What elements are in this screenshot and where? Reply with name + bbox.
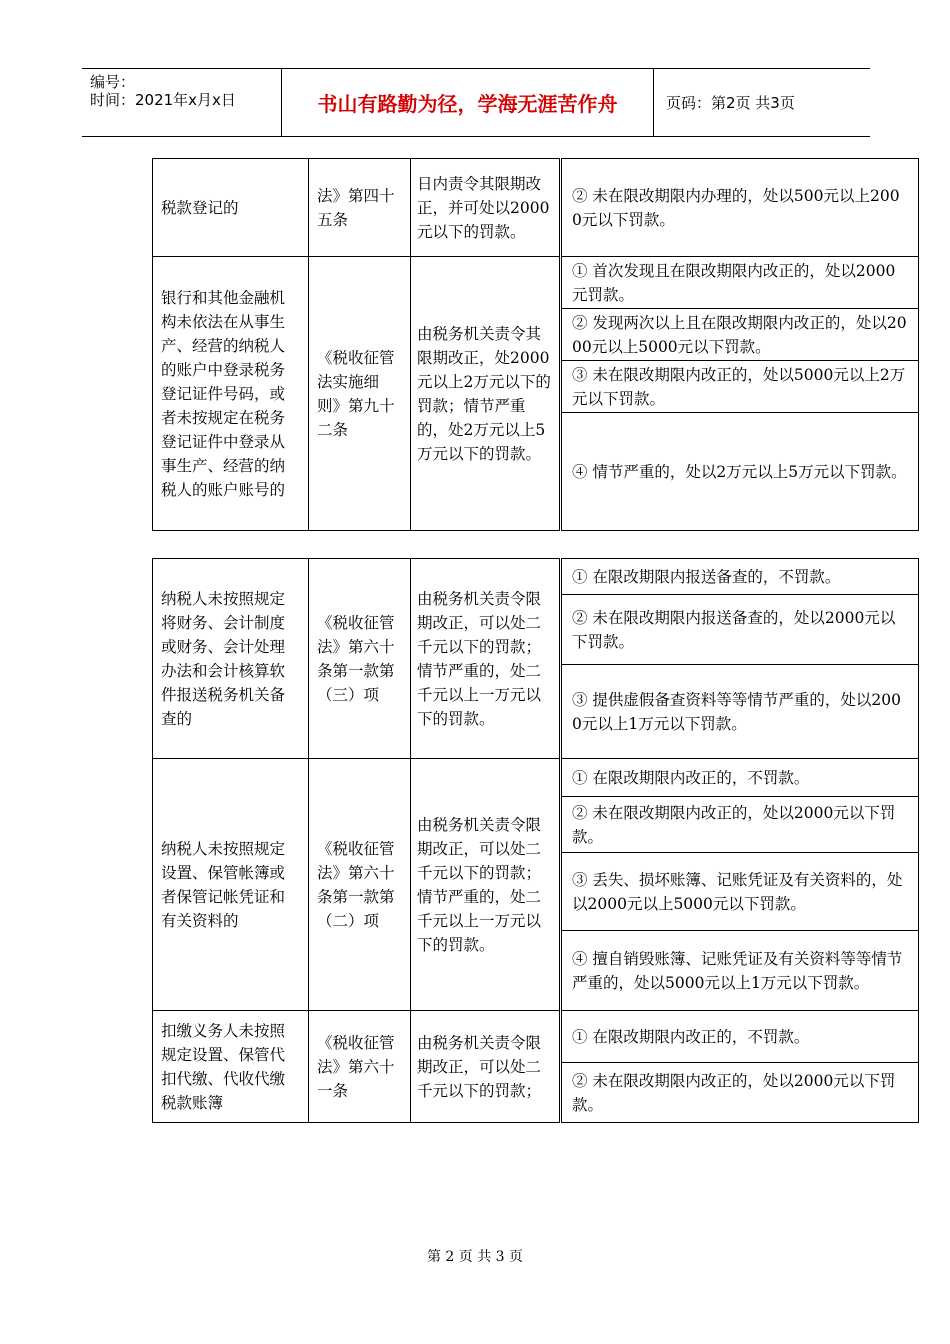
law-cell: 《税收征管法》第六十一条 (309, 1011, 411, 1123)
table-row (153, 159, 919, 257)
penalty-cell: ③ 提供虚假备查资料等等情节严重的，处以2000元以上1万元以下罚款。 (561, 665, 919, 759)
penalty-cell: ① 在限改期限内报送备查的，不罚款。 (561, 559, 919, 595)
violation-cell: 税款登记的 (153, 159, 309, 257)
penalty-cell: ④ 情节严重的，处以2万元以上5万元以下罚款。 (561, 413, 919, 531)
law-cell: 《税收征管法实施细则》第九十二条 (309, 257, 411, 531)
penalty-cell: ② 未在限改期限内办理的，处以500元以上2000元以下罚款。 (561, 159, 919, 257)
violation-cell: 扣缴义务人未按照规定设置、保管代扣代缴、代收代缴税款账簿 (153, 1011, 309, 1123)
violation-cell: 纳税人未按照规定将财务、会计制度或财务、会计处理办法和会计核算软件报送税务机关备查的 (153, 559, 309, 759)
page-header (82, 68, 870, 137)
law-cell: 《税收征管法》第六十条第一款第（三）项 (309, 559, 411, 759)
violation-cell: 纳税人未按照规定设置、保管帐簿或者保管记帐凭证和有关资料的 (153, 759, 309, 1011)
page-footer: 第 2 页 共 3 页 (426, 1249, 524, 1265)
table-row (153, 759, 919, 797)
penalty-cell: ② 未在限改期限内改正的，处以2000元以下罚款。 (561, 1063, 919, 1123)
penalty-cell: ② 未在限改期限内报送备查的，处以2000元以下罚款。 (561, 595, 919, 665)
penalty-cell: ③ 未在限改期限内改正的，处以5000元以上2万元以下罚款。 (561, 361, 919, 413)
law-cell: 《税收征管法》第六十条第一款第（二）项 (309, 759, 411, 1011)
table-row (153, 559, 919, 595)
penalty-table-2 (152, 558, 919, 1123)
header-meta (82, 69, 282, 136)
table-row (153, 1011, 919, 1063)
penalty-cell: ② 未在限改期限内改正的，处以2000元以下罚款。 (561, 797, 919, 853)
basis-cell: 由税务机关责令限期改正，可以处二千元以下的罚款；情节严重的，处二千元以上一万元以下的罚款。 (411, 559, 561, 759)
basis-cell: 由税务机关责令限期改正，可以处二千元以下的罚款； (411, 1011, 561, 1123)
penalty-cell: ① 在限改期限内改正的，不罚款。 (561, 759, 919, 797)
header-page-label: 页码：第2页 共3页 (666, 94, 795, 112)
basis-cell: 由税务机关责令其限期改正，处2000元以上2万元以下的罚款；情节严重的，处2万元以上5万元以下的罚款。 (411, 257, 561, 531)
penalty-cell: ③ 丢失、损坏账簿、记账凭证及有关资料的，处以2000元以上5000元以下罚款。 (561, 853, 919, 931)
basis-cell: 日内责令其限期改正，并可处以2000元以下的罚款。 (411, 159, 561, 257)
penalty-cell: ② 发现两次以上且在限改期限内改正的，处以2000元以上5000元以下罚款。 (561, 309, 919, 361)
basis-cell: 由税务机关责令限期改正，可以处二千元以下的罚款；情节严重的，处二千元以上一万元以下的罚款。 (411, 759, 561, 1011)
violation-cell: 银行和其他金融机构未依法在从事生产、经营的纳税人的账户中登录税务登记证件号码，或者未按规定在税务登记证件中登录从事生产、经营的纳税人的账户账号的 (153, 257, 309, 531)
penalty-cell: ① 首次发现且在限改期限内改正的，处以2000元罚款。 (561, 257, 919, 309)
penalty-cell: ① 在限改期限内改正的，不罚款。 (561, 1011, 919, 1063)
penalty-cell: ④ 擅自销毁账簿、记账凭证及有关资料等等情节严重的，处以5000元以上1万元以下罚款。 (561, 931, 919, 1011)
header-motto: 书山有路勤为径，学海无涯苦作舟 (282, 69, 654, 136)
table-row (153, 257, 919, 309)
number-label: 编号： (90, 73, 136, 91)
law-cell: 法》第四十五条 (309, 159, 411, 257)
penalty-table-1 (152, 158, 919, 531)
time-label: 时间：2021年x月x日 (90, 91, 236, 109)
